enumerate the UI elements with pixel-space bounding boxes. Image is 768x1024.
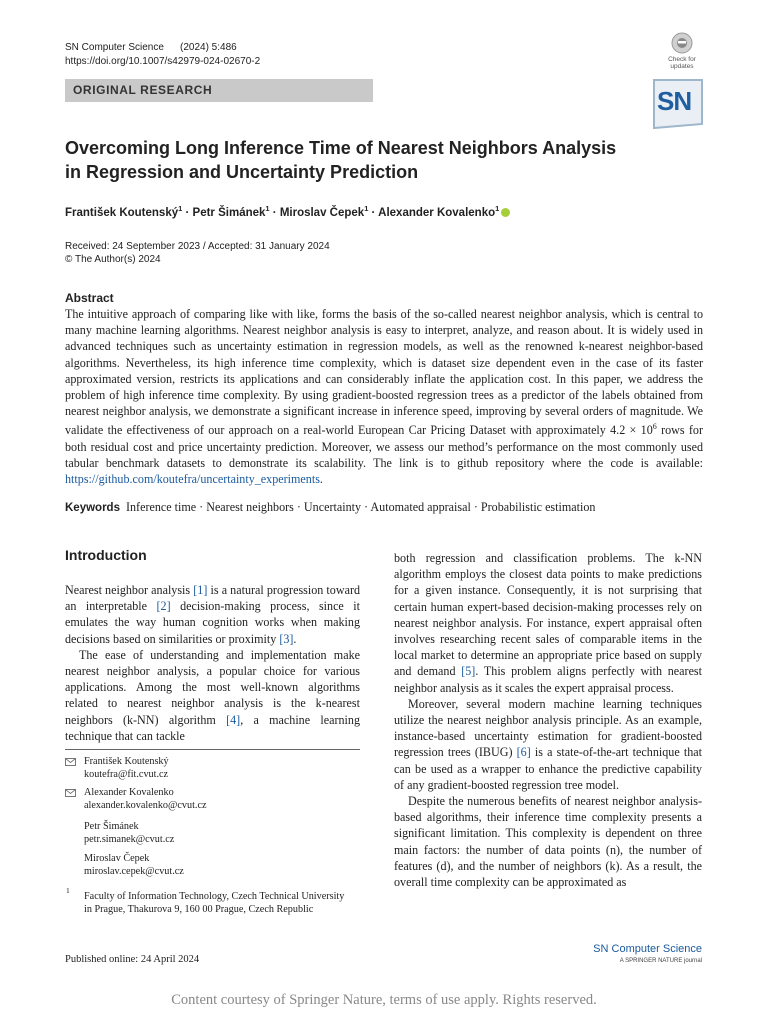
author-1-sup: 1 bbox=[178, 204, 183, 213]
copyright: © The Author(s) 2024 bbox=[65, 254, 161, 265]
author-4[interactable]: Alexander Kovalenko bbox=[378, 206, 496, 219]
intro-text: Moreover, several modern machine learning techniques utilize the nearest neighbor analysis principle. As an example, instance-based uncertainty estimation for gradient-boosted regression trees (IBUG) bbox=[394, 696, 702, 760]
abstract-exponent: 6 bbox=[652, 422, 657, 432]
citation-2[interactable]: [2] bbox=[156, 599, 171, 614]
sn-journal-footer: SN Computer Science bbox=[593, 943, 702, 955]
contact-1 bbox=[84, 755, 169, 781]
intro-text: is a natural progression toward an interpretable bbox=[65, 583, 361, 614]
intro-text: is a state-of-the-art technique that can be used as a wrapper to enhance the predictive capability of any gradient-boosted regression tree model. bbox=[394, 745, 702, 792]
article-title: Overcoming Long Inference Time of Nearest Neighbors Analysis in Regression and Uncertainty Prediction bbox=[65, 138, 617, 182]
contact-name: Miroslav Čepek bbox=[84, 853, 150, 864]
keywords-label: Keywords bbox=[65, 502, 120, 514]
intro-text: . This problem aligns perfectly with nearest neighbor analysis as it scales the expert appraisal process. bbox=[394, 664, 702, 695]
author-1[interactable]: František Koutenský bbox=[65, 206, 179, 219]
right-column bbox=[394, 550, 702, 890]
check-updates-icon bbox=[662, 32, 702, 56]
intro-text: Despite the numerous benefits of nearest neighbor analysis-based algorithms, their inference time complexity presents a significant limitation. This complexity is dependent on three main factors: the number of data points (n), the number of features (d), and the number of neighbors (k). As a result, the overall time complexity can be approximated as bbox=[394, 794, 702, 890]
published-online: Published online: 24 April 2024 bbox=[65, 954, 200, 965]
intro-text: both regression and classification problems. The k-NN algorithm employs the closest data points to make predictions for a given instance. Consequently, it is not surprising that certain human expert-based decision-making processes rely on nearest neighbor analysis. For instance, expert appraisal often involves researching recent sales of comparable items in the local market to determine an appropriate price based on supply and demand bbox=[394, 551, 702, 679]
contact-name: Petr Šimánek bbox=[84, 821, 139, 832]
section-banner-label: ORIGINAL RESEARCH bbox=[73, 83, 213, 97]
section-banner bbox=[65, 79, 373, 102]
contact-3 bbox=[84, 820, 174, 846]
contact-email[interactable]: koutefra@fit.cvut.cz bbox=[84, 769, 169, 780]
contact-email[interactable]: petr.simanek@cvut.cz bbox=[84, 834, 175, 845]
contact-name: František Koutenský bbox=[84, 756, 169, 767]
check-updates-line2: updates bbox=[670, 63, 694, 70]
author-sep: · bbox=[182, 206, 193, 219]
intro-text: decision-making process, since it emulates the way human cognition works when making decisions based on similarities or proximity bbox=[65, 599, 361, 646]
citation-6[interactable]: [6] bbox=[516, 745, 531, 760]
orcid-icon[interactable] bbox=[501, 208, 510, 217]
intro-heading: Introduction bbox=[65, 547, 147, 563]
springer-nature-tagline: A SPRINGER NATURE journal bbox=[619, 958, 702, 964]
check-updates-badge[interactable] bbox=[662, 32, 702, 70]
citation-1[interactable]: [1] bbox=[193, 583, 208, 597]
author-2[interactable]: Petr Šimánek bbox=[192, 206, 266, 219]
footnote-rule bbox=[65, 749, 360, 750]
author-4-sup: 1 bbox=[495, 204, 500, 213]
intro-text: The ease of understanding and implementation make nearest neighbor analysis, a popular choice for various applications. Among the most well-known algorithms related to nearest neighbor analysis is the k-nearest neighbors (k-NN) algorithm bbox=[65, 647, 360, 727]
citation-5[interactable]: [5] bbox=[461, 664, 476, 679]
keywords bbox=[65, 500, 705, 515]
sn-logo bbox=[652, 78, 704, 130]
author-3-sup: 1 bbox=[364, 204, 369, 213]
citation-4[interactable]: [4] bbox=[226, 712, 241, 727]
envelope-icon bbox=[65, 758, 76, 766]
author-2-sup: 1 bbox=[265, 204, 270, 213]
envelope-icon bbox=[65, 789, 76, 797]
abstract-heading: Abstract bbox=[65, 291, 114, 305]
author-list bbox=[65, 204, 510, 219]
journal-name: SN Computer Science bbox=[65, 42, 164, 53]
keywords-text: Inference time · Nearest neighbors · Uncertainty · Automated appraisal · Probabilistic estimation bbox=[125, 500, 596, 514]
contact-name: Alexander Kovalenko bbox=[84, 787, 174, 798]
doi-link[interactable]: https://doi.org/10.1007/s42979-024-02670-2 bbox=[65, 56, 261, 67]
github-link[interactable]: https://github.com/koutefra/uncertainty_experiments bbox=[65, 472, 320, 487]
affiliation-number: 1 bbox=[66, 886, 70, 895]
author-sep: · bbox=[368, 206, 379, 219]
contact-2 bbox=[84, 786, 207, 812]
left-column bbox=[65, 582, 360, 744]
author-3[interactable]: Miroslav Čepek bbox=[279, 206, 365, 219]
intro-text: , a machine learning technique that can tackle bbox=[65, 712, 360, 743]
contact-email[interactable]: alexander.kovalenko@cvut.cz bbox=[84, 800, 207, 811]
abstract-text-2: rows for both residual cost and price uncertainty prediction. Moreover, we assess our method’s performance on the most commonly used tabular benchmark datasets to demonstrate its scalability. The link is to github repository where the code is available: bbox=[65, 423, 703, 470]
affiliation: Faculty of Information Technology, Czech Technical University in Prague, Thakurova 9, 160 00 Prague, Czech Republic bbox=[84, 891, 345, 915]
author-sep: · bbox=[269, 206, 280, 219]
courtesy-notice: Content courtesy of Springer Nature, terms of use apply. Rights reserved. bbox=[171, 992, 597, 1008]
abstract-text-1: The intuitive approach of comparing like with like, forms the basis of the so-called nearest neighbor analysis, which is central to many machine learning algorithms. Nearest neighbor analysis is easy to interpret, analyze, and reason about. It is widely used in advanced techniques such as uncertainty estimation in regression models, as well as the renowned k-nearest neighbor-based algorithms. Nevertheless, its high inference time complexity, which is dataset size dependent even in the case of its faster approximated version, restricts its applications and can considerably inflate the application cost. In this paper, we address the problem of high inference time complexity. By using gradient-boosted regression trees as a predictor of the labels obtained from nearest neighbor analysis, we demonstrate a significant increase in inference speed, improving by several orders of magnitude. We validate the effectiveness of our approach on a real-world European Car Pricing Dataset with approximately 4.2 × 10 bbox=[65, 307, 703, 438]
received-accepted: Received: 24 September 2023 / Accepted: 31 January 2024 bbox=[65, 241, 330, 252]
contact-4 bbox=[84, 852, 184, 878]
contact-email[interactable]: miroslav.cepek@cvut.cz bbox=[84, 866, 184, 877]
intro-text: Nearest neighbor analysis bbox=[65, 583, 194, 597]
abstract-link-end: . bbox=[319, 472, 323, 487]
intro-text: . bbox=[293, 631, 297, 646]
check-updates-line1: Check for bbox=[668, 56, 696, 63]
year-volume: (2024) 5:486 bbox=[180, 42, 237, 53]
abstract-body bbox=[65, 306, 703, 487]
citation-3[interactable]: [3] bbox=[279, 631, 294, 646]
sn-logo-text: SN bbox=[657, 86, 692, 116]
